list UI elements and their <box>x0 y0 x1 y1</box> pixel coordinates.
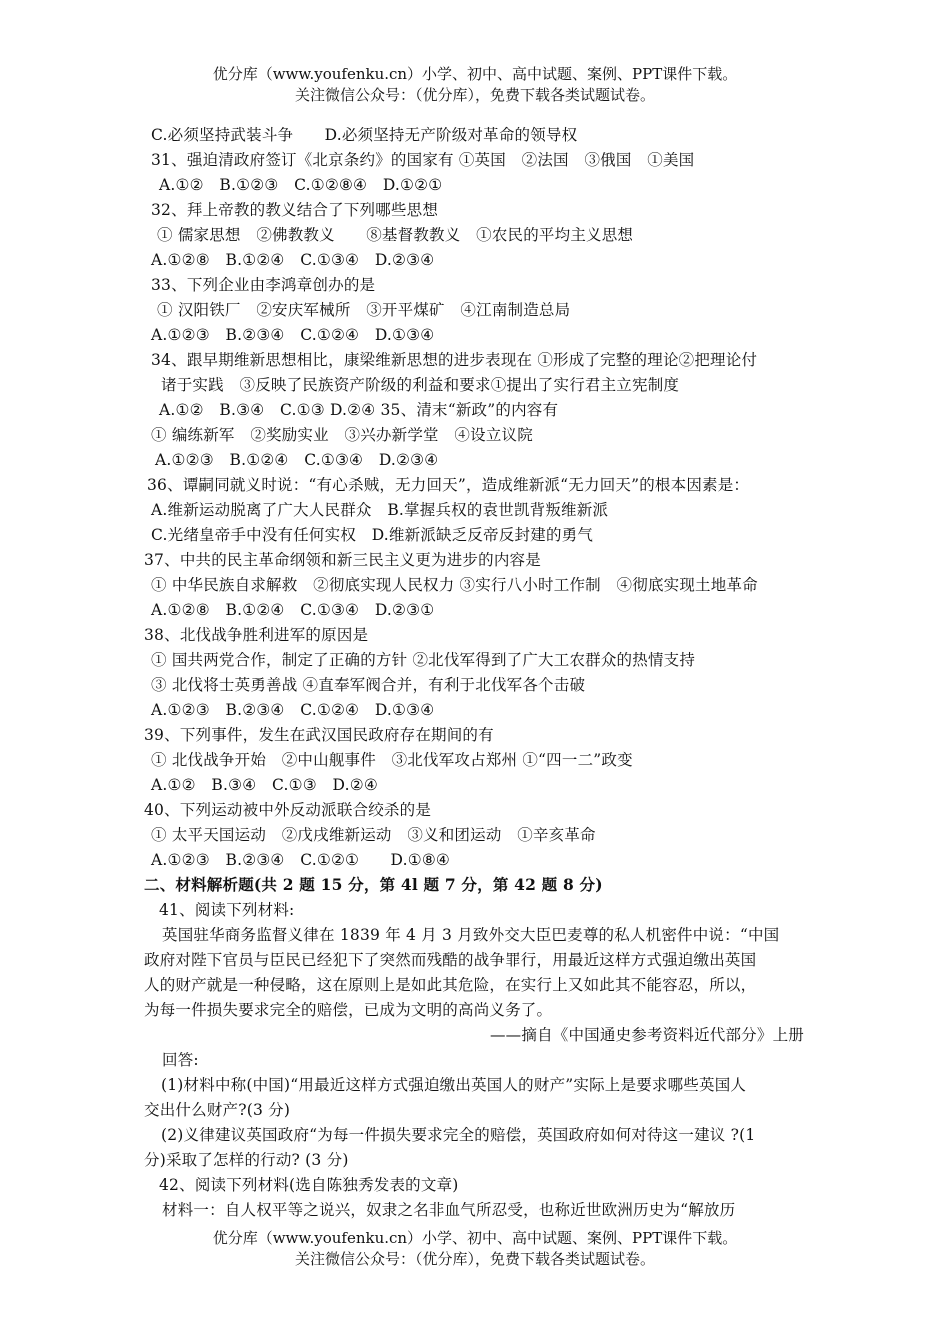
page-footer <box>0 1228 950 1270</box>
q41-material-line-4: 为每一件损失要求完全的赔偿，已成为文明的高尚义务了。 <box>144 1001 553 1019</box>
q41-stem: 41、阅读下列材料: <box>159 901 295 919</box>
q41-sub2-line-1: (2)义律建议英国政府“为每一件损失要求完全的赔偿，英国政府如何对待这一建议 ?(1 <box>161 1126 756 1144</box>
q40-stem: 40、下列运动被中外反动派联合绞杀的是 <box>144 801 432 819</box>
q36-stem: 36、谭嗣同就义时说：“有心杀贼，无力回天”，造成维新派“无力回天”的根本因素是： <box>147 476 750 494</box>
q30-options-cd: C.必须坚持武装斗争 D.必须坚持无产阶级对革命的领导权 <box>151 126 578 144</box>
footer-line-1: 优分库（www.youfenku.cn）小学、初中、高中试题、案例、PPT课件下载。 <box>212 1229 738 1247</box>
page-header <box>0 64 950 106</box>
q39-items: ① 北伐战争开始 ②中山舰事件 ③北伐军攻占郑州 ①“四一二”政变 <box>151 751 633 769</box>
q38-stem: 38、北伐战争胜利进军的原因是 <box>144 626 369 644</box>
q39-answers: A.①② B.③④ C.①③ D.②④ <box>151 776 378 794</box>
header-line-2: 关注微信公众号：（优分库），免费下载各类试题试卷。 <box>294 86 655 104</box>
q35-answers: A.①②③ B.①②④ C.①③④ D.②③④ <box>155 451 439 469</box>
section-2-heading: 二、材料解析题(共 2 题 15 分，第 4l 题 7 分，第 42 题 8 分) <box>144 875 603 894</box>
q35-items: ① 编练新军 ②奖励实业 ③兴办新学堂 ④设立议院 <box>151 426 533 444</box>
q33-answers: A.①②③ B.②③④ C.①②④ D.①③④ <box>151 326 435 344</box>
q32-items: ① 儒家思想 ②佛教教义 ⑧基督教教义 ①农民的平均主义思想 <box>157 226 634 244</box>
q34-stem-cont: 诸于实践 ③反映了民族资产阶级的利益和要求①提出了实行君主立宪制度 <box>161 376 680 394</box>
q41-source: ——摘自《中国通史参考资料近代部分》上册 <box>489 1026 804 1044</box>
q38-answers: A.①②③ B.②③④ C.①②④ D.①③④ <box>151 701 435 719</box>
q31-stem: 31、强迫清政府签订《北京条约》的国家有 ①英国 ②法国 ③俄国 ①美国 <box>151 151 695 169</box>
q36-options-ab: A.维新运动脱离了广大人民群众 B.掌握兵权的袁世凯背叛维新派 <box>151 501 609 519</box>
q40-answers: A.①②③ B.②③④ C.①②① D.①⑧④ <box>151 851 451 869</box>
q34-answers-q35-stem: A.①② B.③④ C.①③ D.②④ 35、清末“新政”的内容有 <box>159 401 559 419</box>
q32-stem: 32、拜上帝教的教义结合了下列哪些思想 <box>151 201 439 219</box>
q33-items: ① 汉阳铁厂 ②安庆军械所 ③开平煤矿 ④江南制造总局 <box>157 301 571 319</box>
q42-material-line-1: 材料一：自人权平等之说兴，奴隶之名非血气所忍受，也称近世欧洲历史为“解放历 <box>162 1201 736 1219</box>
q41-sub2-line-2: 分)采取了怎样的行动? (3 分) <box>144 1151 349 1169</box>
q41-material-line-1: 英国驻华商务监督义律在 1839 年 4 月 3 月致外交大臣巴麦尊的私人机密件中说：“中国 <box>162 926 780 944</box>
q41-material-line-3: 人的财产就是一种侵略，这在原则上是如此其危险，在实行上又如此其不能容忍，所以， <box>144 976 757 994</box>
q37-stem: 37、中共的民主革命纲领和新三民主义更为进步的内容是 <box>144 551 541 569</box>
q38-items-2: ③ 北伐将士英勇善战 ④直奉军阀合并，有利于北伐军各个击破 <box>151 676 586 694</box>
header-line-1: 优分库（www.youfenku.cn）小学、初中、高中试题、案例、PPT课件下载。 <box>212 65 738 83</box>
q31-answers: A.①② B.①②③ C.①②⑧④ D.①②① <box>159 176 443 194</box>
q38-items-1: ① 国共两党合作，制定了正确的方针 ②北伐军得到了广大工农群众的热情支持 <box>151 651 696 669</box>
q32-answers: A.①②⑧ B.①②④ C.①③④ D.②③④ <box>151 251 435 269</box>
q41-material-line-2: 政府对陛下官员与臣民已经犯下了突然而残酷的战争罪行，用最近这样方式强迫缴出英国 <box>144 951 757 969</box>
q37-answers: A.①②⑧ B.①②④ C.①③④ D.②③① <box>151 601 435 619</box>
q41-answer-label: 回答: <box>162 1051 199 1069</box>
q40-items: ① 太平天国运动 ②戊戌维新运动 ③义和团运动 ①辛亥革命 <box>151 826 596 844</box>
q33-stem: 33、下列企业由李鸿章创办的是 <box>151 276 376 294</box>
q41-sub1-line-2: 交出什么财产?(3 分) <box>144 1101 291 1119</box>
q36-options-cd: C.光绪皇帝手中没有任何实权 D.维新派缺乏反帝反封建的勇气 <box>151 526 594 544</box>
footer-line-2: 关注微信公众号：（优分库），免费下载各类试题试卷。 <box>294 1250 655 1268</box>
q37-items: ① 中华民族自求解救 ②彻底实现人民权力 ③实行八小时工作制 ④彻底实现土地革命 <box>151 576 758 594</box>
q41-sub1-line-1: (1)材料中称(中国)“用最近这样方式强迫缴出英国人的财产”实际上是要求哪些英国人 <box>161 1076 747 1094</box>
q39-stem: 39、下列事件，发生在武汉国民政府存在期间的有 <box>144 726 494 744</box>
q34-stem: 34、跟早期维新思想相比，康梁维新思想的进步表现在 ①形成了完整的理论②把理论付 <box>151 351 758 369</box>
q42-stem: 42、阅读下列材料(选自陈独秀发表的文章) <box>159 1176 459 1194</box>
